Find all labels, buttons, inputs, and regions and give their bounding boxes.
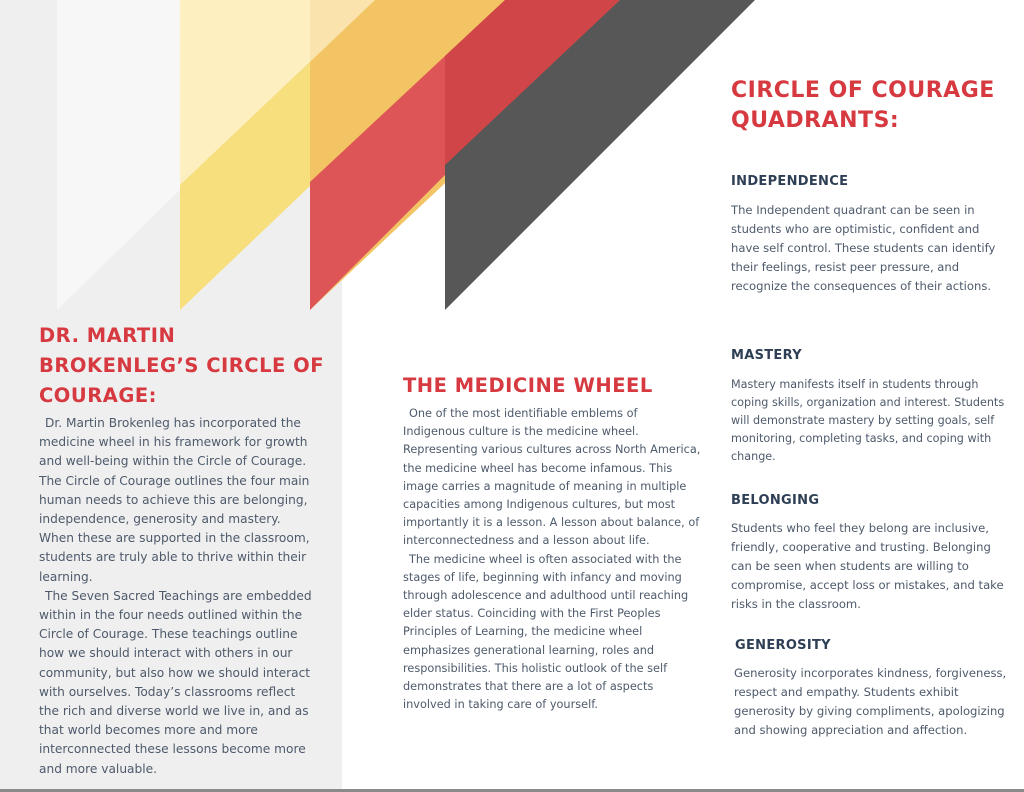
quadrant-heading-belonging: BELONGING bbox=[731, 493, 820, 508]
medicine-wheel-title: THE MEDICINE WHEEL bbox=[403, 374, 653, 397]
medicine-wheel-body bbox=[403, 405, 703, 714]
stripe-pale bbox=[57, 0, 180, 310]
quadrant-text-mastery: Mastery manifests itself in students through coping skills, organization and interest. Students will demonstrate mastery by setting goals, self monitoring, completing tasks, and coping with change. bbox=[731, 378, 1005, 463]
quadrant-text-belonging: Students who feel they belong are inclusive, friendly, cooperative and trusting. Belonging can be seen when students are willing to compromise, accept loss or mistakes, and take risks in the classroom. bbox=[731, 521, 1004, 611]
quadrant-text-independence: The Independent quadrant can be seen in students who are optimistic, confident and have self control. These students can identify their feelings, resist peer pressure, and recognize the consequences of their actions. bbox=[731, 203, 996, 293]
brokenleg-section-body bbox=[39, 414, 314, 779]
quadrant-heading-generosity: GENEROSITY bbox=[735, 638, 831, 653]
quadrant-heading-independence: INDEPENDENCE bbox=[731, 174, 849, 189]
medicine-wheel-paragraph-1: One of the most identifiable emblems of Indigenous culture is the medicine wheel. Representing various cultures across North America, the medicine wheel has become infamous. This image carries a magnitude of meaning in multiple capacities among Indigenous cultures, but most importantly it is a lesson. A lesson about balance, of interconnectedness and a lesson about life. bbox=[403, 407, 701, 548]
brokenleg-paragraph-2: The Seven Sacred Teachings are embedded within in the four needs outlined within the Circle of Courage. These teachings outline how we should interact with others in our community, but also how we should interact with ourselves. Today’s classrooms reflect the rich and diverse world we live in, and as that world becomes more and more interconnected these lessons become more and more valuable. bbox=[39, 588, 312, 776]
quadrants-title: CIRCLE OF COURAGE QUADRANTS: bbox=[731, 78, 995, 133]
brokenleg-paragraph-1: Dr. Martin Brokenleg has incorporated the medicine wheel in his framework for growth and well-being within the Circle of Courage. The Circle of Courage outlines the four main human needs to achieve this are belonging, independence, generosity and mastery. When these are supported in the classroom, students are truly able to thrive within their learning. bbox=[39, 416, 310, 584]
brokenleg-section-title: DR. MARTIN BROKENLEG’S CIRCLE OF COURAGE: bbox=[39, 324, 325, 407]
medicine-wheel-paragraph-2: The medicine wheel is often associated with the stages of life, beginning with infancy and moving through adolescence and adulthood until reaching elder status. Coinciding with the First Peoples Principles of Learning, the medicine wheel emphasizes generational learning, roles and responsibilities. This holistic outlook of the self demonstrates that there are a lot of aspects involved in taking care of yourself. bbox=[403, 552, 689, 712]
quadrant-text-generosity: Generosity incorporates kindness, forgiveness, respect and empathy. Students exhibit generosity by giving compliments, apologizing and showing appreciation and affection. bbox=[734, 666, 1007, 737]
quadrant-heading-mastery: MASTERY bbox=[731, 348, 802, 363]
